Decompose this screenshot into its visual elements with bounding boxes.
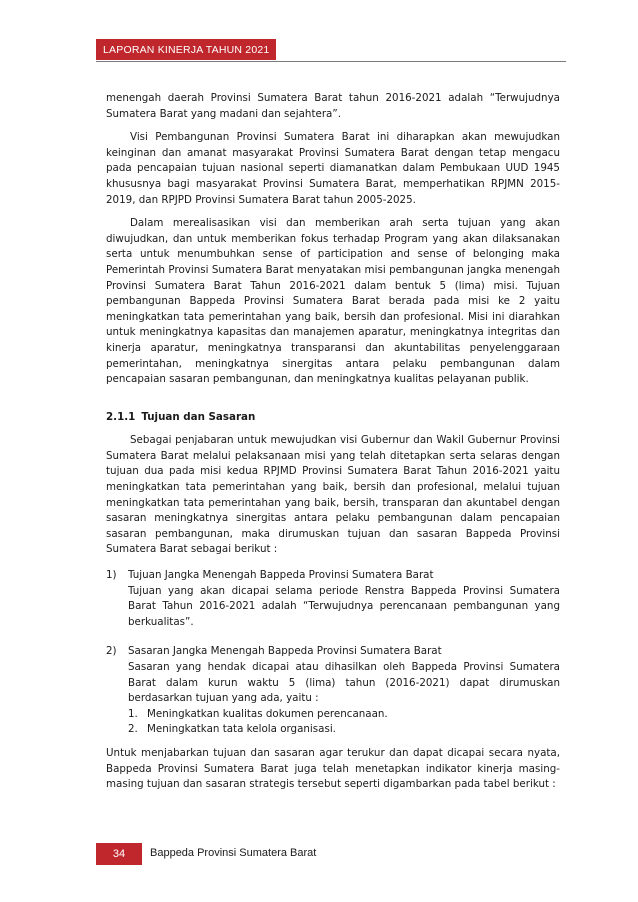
paragraph-continuation: menengah daerah Provinsi Sumatera Barat tahun 2016-2021 adalah “Terwujudnya Sumatera Barat yang madani dan sejahtera”. — [106, 92, 560, 120]
list-item-title: Sasaran Jangka Menengah Bappeda Provinsi Sumatera Barat — [128, 645, 442, 658]
list-marker: 2) — [106, 645, 117, 658]
section-number: 2.1.1 — [106, 410, 136, 423]
footer-organization: Bappeda Provinsi Sumatera Barat — [150, 847, 317, 859]
paragraph-visi: Visi Pembangunan Provinsi Sumatera Barat ini diharapkan akan mewujudkan keinginan dan amanat masyarakat Provinsi Sumatera Barat dengan tetap mengacu pada pencapaian tujuan nasional seperti diamanatkan dalam Pembukaan UUD 1945 khususnya bagi masyarakat Provinsi Sumatera Barat, memperhatikan RPJMN 2015-2019, dan RPJPD Provinsi Sumatera Barat tahun 2005-2025. — [106, 131, 560, 206]
target-sublist — [128, 707, 560, 738]
sublist-item — [128, 722, 560, 738]
sublist-marker: 2. — [128, 723, 138, 736]
report-header-title: LAPORAN KINERJA TAHUN 2021 — [103, 44, 270, 56]
header-divider — [96, 61, 566, 62]
sublist-item — [128, 707, 560, 723]
section-heading — [106, 410, 560, 426]
sublist-marker: 1. — [128, 707, 138, 720]
goal-list — [106, 568, 560, 738]
list-item-body: Tujuan yang akan dicapai selama periode Renstra Bappeda Provinsi Sumatera Barat Tahun 2016-2021 adalah “Terwujudnya perencanaan pembangunan yang berkualitas”. — [128, 584, 560, 628]
report-header-banner — [96, 39, 276, 60]
section-title: Tujuan dan Sasaran — [141, 410, 256, 423]
sublist-text: Meningkatkan tata kelola organisasi. — [147, 723, 336, 736]
page-body — [106, 91, 560, 793]
section-intro: Sebagai penjabaran untuk mewujudkan visi Gubernur dan Wakil Gubernur Provinsi Sumatera Barat melalui pelaksanaan misi yang telah ditetapkan serta selaras dengan tujuan dua pada misi kedua RPJMD Provinsi Sumatera Barat Tahun 2016-2021 yaitu meningkatkan tata pemerintahan yang baik, bersih dan profesional, melalui tujuan meningkatkan tata pemerintahan yang baik, bersih, transparan dan akuntabel dengan sasaran meningkatnya sinergitas antara pelaku pembangunan dalam pencapaian sasaran pembangunan, maka dirumuskan tujuan dan sasaran Bappeda Provinsi Sumatera Barat sebagai berikut : — [106, 434, 560, 556]
page-number-badge — [96, 843, 142, 865]
goal-list-item — [106, 568, 560, 630]
list-item-body: Sasaran yang hendak dicapai atau dihasilkan oleh Bappeda Provinsi Sumatera Barat dalam kurun waktu 5 (lima) tahun (2016-2021) dapat dirumuskan berdasarkan tujuan yang ada, yaitu : — [128, 661, 560, 705]
list-item-title: Tujuan Jangka Menengah Bappeda Provinsi Sumatera Barat — [128, 569, 434, 582]
page-number: 34 — [112, 848, 126, 860]
paragraph-misi: Dalam merealisasikan visi dan memberikan arah serta tujuan yang akan diwujudkan, dan untuk memberikan fokus terhadap Program yang akan dilaksanakan serta untuk menumbuhkan sense of participation and sense of belonging maka Pemerintah Provinsi Sumatera Barat menyatakan misi pembangunan jangka menengah Provinsi Sumatera Barat Tahun 2016-2021 dalam bentuk 5 (lima) misi. Tujuan pembangunan Bappeda Provinsi Sumatera Barat berada pada misi ke 2 yaitu meningkatkan tata pemerintahan yang baik, bersih dan profesional. Misi ini diarahkan untuk meningkatnya kapasitas dan manajemen aparatur, meningkatnya integritas dan kinerja aparatur, meningkatnya transparansi dan akuntabilitas penyelenggaraan pemerintahan, meningkatnya sinergitas antara pelaku pembangunan dalam pencapaian sasaran pembangunan, dan meningkatnya kualitas pelayanan publik. — [106, 217, 560, 386]
sublist-text: Meningkatkan kualitas dokumen perencanaan. — [147, 707, 388, 720]
paragraph-closing: Untuk menjabarkan tujuan dan sasaran agar terukur dan dapat dicapai secara nyata, Bappeda Provinsi Sumatera Barat juga telah menetapkan indikator kinerja masing-masing tujuan dan sasaran strategis tersebut seperti digambarkan pada tabel berikut : — [106, 746, 560, 791]
goal-list-item — [106, 644, 560, 738]
list-marker: 1) — [106, 569, 117, 582]
